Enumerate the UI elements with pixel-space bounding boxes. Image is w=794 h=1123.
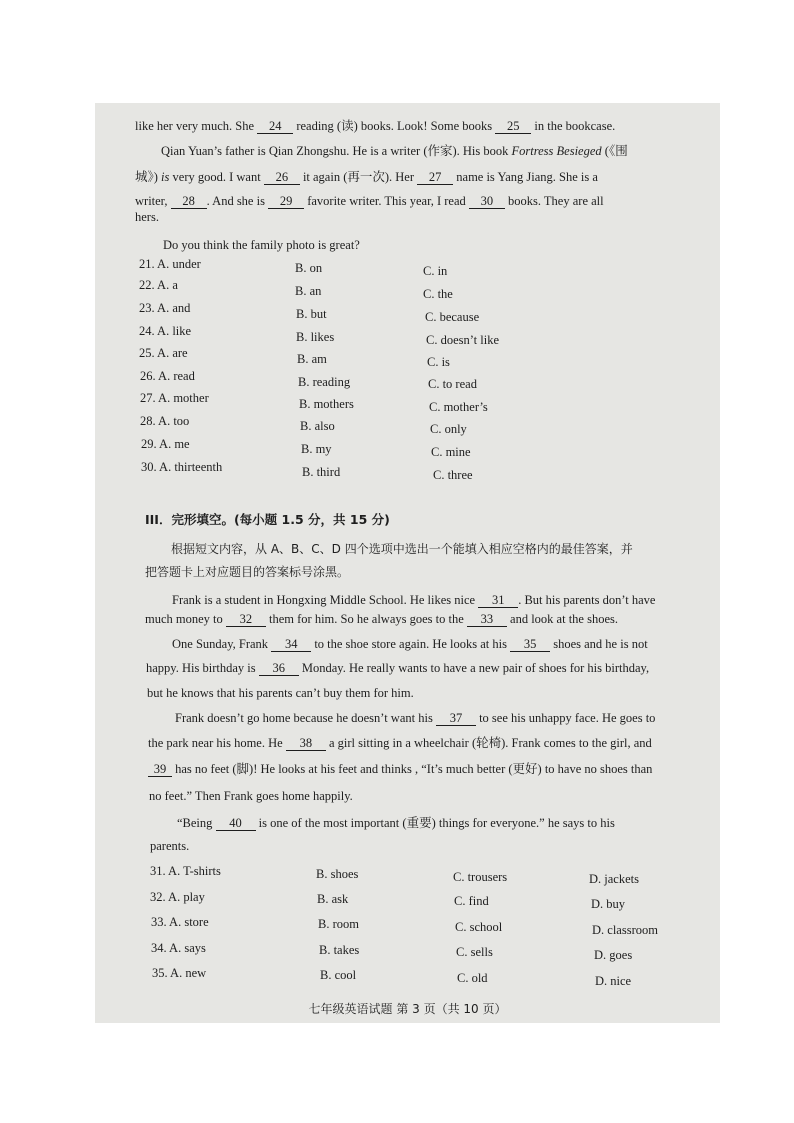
option-27c: C. mother’s <box>429 400 488 414</box>
option-21c: C. in <box>423 264 448 278</box>
passage2-line8 <box>148 761 652 777</box>
text: happy. His birthday is <box>146 661 256 675</box>
option-31b: B. shoes <box>316 867 359 881</box>
exam-page <box>95 103 720 1023</box>
option-23a: 23. A. and <box>139 301 191 315</box>
option-31c: C. trousers <box>453 870 508 884</box>
option-33d: D. classroom <box>592 923 658 937</box>
option-24a: 24. A. like <box>139 324 192 338</box>
blank-35: 35 <box>510 637 550 652</box>
passage1-line2 <box>161 143 628 159</box>
text: Qian Yuan’s father is Qian Zhongshu. He is a writer (作家). His book <box>161 144 509 158</box>
text: a girl sitting in a wheelchair (轮椅). Frank comes to the girl, and <box>328 736 652 750</box>
passage2-line5: but he knows that his parents can’t buy them for him. <box>147 686 414 700</box>
text: is <box>161 170 170 184</box>
text: to the shoe store again. He looks at his <box>314 637 507 651</box>
option-25b: B. am <box>297 352 327 366</box>
text: them for him. So he always goes to the <box>269 612 464 626</box>
passage2-line9: no feet.” Then Frank goes home happily. <box>149 789 353 803</box>
option-31a: 31. A. T-shirts <box>150 864 221 878</box>
passage2-line7 <box>148 735 652 751</box>
option-28c: C. only <box>430 422 467 436</box>
section-3-instruction-2: 把答题卡上对应题目的答案标号涂黑。 <box>145 565 350 579</box>
option-28a: 28. A. too <box>140 414 190 428</box>
option-26a: 26. A. read <box>140 369 195 383</box>
passage1-line6: Do you think the family photo is great? <box>163 238 360 252</box>
passage2-line2 <box>145 611 618 627</box>
page-footer: 七年级英语试题 第 3 页（共 10 页） <box>308 1002 507 1016</box>
option-26c: C. to read <box>428 377 477 391</box>
passage2-line10 <box>177 815 615 831</box>
passage2-line3 <box>172 636 648 652</box>
text: One Sunday, Frank <box>172 637 269 651</box>
option-29b: B. my <box>301 442 332 456</box>
option-32a: 32. A. play <box>150 890 205 904</box>
text: 城》) <box>135 170 158 184</box>
blank-36: 36 <box>259 661 299 676</box>
section-3-heading: III．完形填空。(每小题 1.5 分，共 15 分) <box>145 512 390 527</box>
option-27b: B. mothers <box>299 397 354 411</box>
text: name is Yang Jiang. She is a <box>456 170 598 184</box>
blank-31: 31 <box>478 593 518 608</box>
option-28b: B. also <box>300 419 335 433</box>
option-35a: 35. A. new <box>152 966 207 980</box>
option-22a: 22. A. a <box>139 278 178 292</box>
option-32b: B. ask <box>317 892 349 906</box>
option-26b: B. reading <box>298 375 351 389</box>
option-31d: D. jackets <box>589 872 639 886</box>
blank-34: 34 <box>271 637 311 652</box>
text: shoes and he is not <box>553 637 648 651</box>
text: “Being <box>177 816 213 830</box>
passage1-line3 <box>135 169 598 185</box>
text: books. They are all <box>508 194 604 208</box>
blank-38: 38 <box>286 736 326 751</box>
option-32c: C. find <box>454 894 489 908</box>
passage2-line1 <box>172 592 655 608</box>
blank-24: 24 <box>257 119 293 134</box>
blank-27: 27 <box>417 170 453 185</box>
blank-40: 40 <box>216 816 256 831</box>
text: and look at the shoes. <box>510 612 618 626</box>
option-34a: 34. A. says <box>151 941 206 955</box>
option-24b: B. likes <box>296 330 335 344</box>
option-24c: C. doesn’t like <box>426 333 500 347</box>
option-21b: B. on <box>295 261 323 275</box>
book-title: Fortress Besieged <box>511 144 602 158</box>
text: much money to <box>145 612 223 626</box>
option-35b: B. cool <box>320 968 357 982</box>
text: the park near his home. He <box>148 736 283 750</box>
option-29c: C. mine <box>431 445 471 459</box>
option-34b: B. takes <box>319 943 360 957</box>
blank-30: 30 <box>469 194 505 209</box>
option-34c: C. sells <box>456 945 493 959</box>
passage1-line5: hers. <box>135 210 159 224</box>
option-21a: 21. A. under <box>139 257 201 271</box>
text: very good. I want <box>172 170 261 184</box>
text: to see his unhappy face. He goes to <box>479 711 656 725</box>
option-23b: B. but <box>296 307 327 321</box>
option-33b: B. room <box>318 917 359 931</box>
passage2-line4 <box>146 660 649 676</box>
text: reading (读) books. Look! Some books <box>296 119 493 133</box>
option-33a: 33. A. store <box>151 915 209 929</box>
blank-25: 25 <box>495 119 531 134</box>
blank-26: 26 <box>264 170 300 185</box>
passage2-line11: parents. <box>150 839 190 853</box>
option-22b: B. an <box>295 284 322 298</box>
blank-39: 39 <box>148 762 172 777</box>
text: favorite writer. This year, I read <box>307 194 466 208</box>
text: in the bookcase. <box>534 119 616 133</box>
option-22c: C. the <box>423 287 453 301</box>
blank-29: 29 <box>268 194 304 209</box>
text: like her very much. She <box>135 119 255 133</box>
option-27a: 27. A. mother <box>140 391 209 405</box>
option-35d: D. nice <box>595 974 632 988</box>
option-23c: C. because <box>425 310 480 324</box>
blank-37: 37 <box>436 711 476 726</box>
option-30b: B. third <box>302 465 341 479</box>
text: (《围 <box>604 144 628 158</box>
blank-33: 33 <box>467 612 507 627</box>
option-25c: C. is <box>427 355 450 369</box>
text: is one of the most important (重要) things for everyone.” he says to his <box>258 816 615 830</box>
text: it again (再一次). Her <box>302 170 415 184</box>
passage1-line1 <box>135 118 615 134</box>
option-34d: D. goes <box>594 948 633 962</box>
blank-32: 32 <box>226 612 266 627</box>
text: has no feet (脚)! He looks at his feet and thinks , “It’s much better (更好) to have no shoes than <box>175 762 653 776</box>
option-35c: C. old <box>457 971 488 985</box>
text: Monday. He really wants to have a new pair of shoes for his birthday, <box>301 661 650 675</box>
option-30a: 30. A. thirteenth <box>141 460 223 474</box>
option-32d: D. buy <box>591 897 626 911</box>
option-33c: C. school <box>455 920 503 934</box>
text: writer, <box>135 194 168 208</box>
option-30c: C. three <box>433 468 473 482</box>
text: . But his parents don’t have <box>518 593 656 607</box>
blank-28: 28 <box>171 194 207 209</box>
text: Frank is a student in Hongxing Middle School. He likes nice <box>172 593 476 607</box>
section-3-instruction-1: 根据短文内容，从 A、B、C、D 四个选项中选出一个能填入相应空格内的最佳答案，并 <box>171 542 633 556</box>
text: Frank doesn’t go home because he doesn’t want his <box>175 711 433 725</box>
option-25a: 25. A. are <box>139 346 188 360</box>
text: . And she is <box>206 194 265 208</box>
passage1-line4 <box>135 193 604 209</box>
passage2-line6 <box>175 710 655 726</box>
option-29a: 29. A. me <box>141 437 190 451</box>
